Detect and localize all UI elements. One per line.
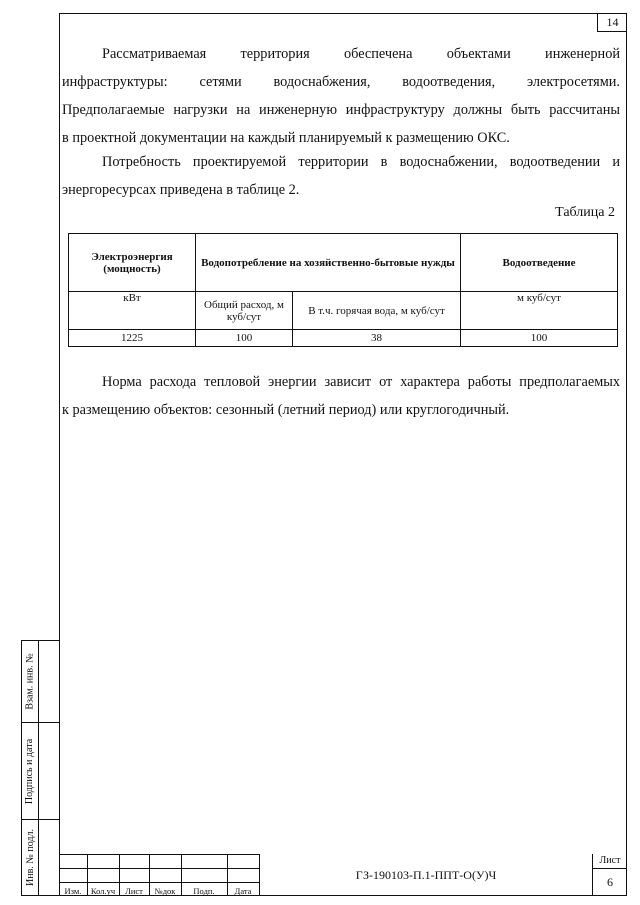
table-units-row xyxy=(69,292,618,330)
side-label: Подпись и дата xyxy=(24,738,36,804)
header-water: Водопотребление на хозяйственно-бытовые нужды xyxy=(196,234,461,292)
value-hot-water: 38 xyxy=(293,330,461,347)
table-caption: Таблица 2 xyxy=(555,205,615,220)
side-cell-signature xyxy=(21,722,59,820)
text-line: в проектной документации на каждый планируемый к размещению ОКС. xyxy=(62,130,510,146)
text-line: Предполагаемые нагрузки на инженерную инфраструктуру должны быть рассчитаны xyxy=(62,102,620,118)
unit-drainage: м куб/сут xyxy=(461,292,618,330)
table-values-row xyxy=(69,330,618,347)
paragraph-heat-norm xyxy=(62,368,620,424)
sheet-number: 6 xyxy=(607,875,613,889)
text-line: Потребность проектируемой территории в водоснабжении, водоотведении и xyxy=(102,154,620,170)
text-line: Норма расхода тепловой энергии зависит от характера работы предполагаемых xyxy=(102,374,620,390)
unit-hot-water: В т.ч. горячая вода, м куб/сут xyxy=(293,292,461,330)
unit-total: Общий расход, м куб/сут xyxy=(196,292,293,330)
text-line: Рассматриваемая территория обеспечена объектами инженерной xyxy=(102,46,620,62)
stamp-col-label: Дата xyxy=(234,886,252,896)
stamp-col-label: Кол.уч xyxy=(90,886,116,896)
header-drainage: Водоотведение xyxy=(461,234,618,292)
text-line: энергоресурсах приведена в таблице 2. xyxy=(62,182,300,198)
side-stamp xyxy=(21,640,59,896)
stamp-col-label: Изм. xyxy=(64,886,82,896)
sheet-box xyxy=(593,854,627,896)
sheet-label: Лист xyxy=(593,854,627,869)
stamp-col-label: Подп. xyxy=(193,886,215,896)
side-label: Взам. инв. № xyxy=(24,653,36,710)
header-electricity: Электроэнергия (мощность) xyxy=(69,234,196,292)
resource-table xyxy=(68,233,618,347)
side-label: Инв. № подл. xyxy=(24,829,36,886)
title-block xyxy=(59,854,627,896)
side-cell-inventory xyxy=(21,819,59,896)
document-code: ГЗ-190103-П.1-ППТ-О(У)Ч xyxy=(259,854,593,896)
value-total: 100 xyxy=(196,330,293,347)
page-number: 14 xyxy=(597,13,627,32)
text-line: инфраструктуры: сетями водоснабжения, водоотведения, электросетями. xyxy=(62,74,620,90)
value-drainage: 100 xyxy=(461,330,618,347)
unit-electricity: кВт xyxy=(69,292,196,330)
stamp-col-label: Лист xyxy=(125,886,143,896)
text-line: к размещению объектов: сезонный (летний период) или круглогодичный. xyxy=(62,402,510,418)
table-header-row xyxy=(69,234,618,292)
side-cell-replacement xyxy=(21,640,59,723)
paragraph-demand xyxy=(62,148,620,204)
value-electricity: 1225 xyxy=(69,330,196,347)
paragraph-infrastructure xyxy=(62,40,620,152)
stamp-col-label: №док xyxy=(154,886,176,896)
